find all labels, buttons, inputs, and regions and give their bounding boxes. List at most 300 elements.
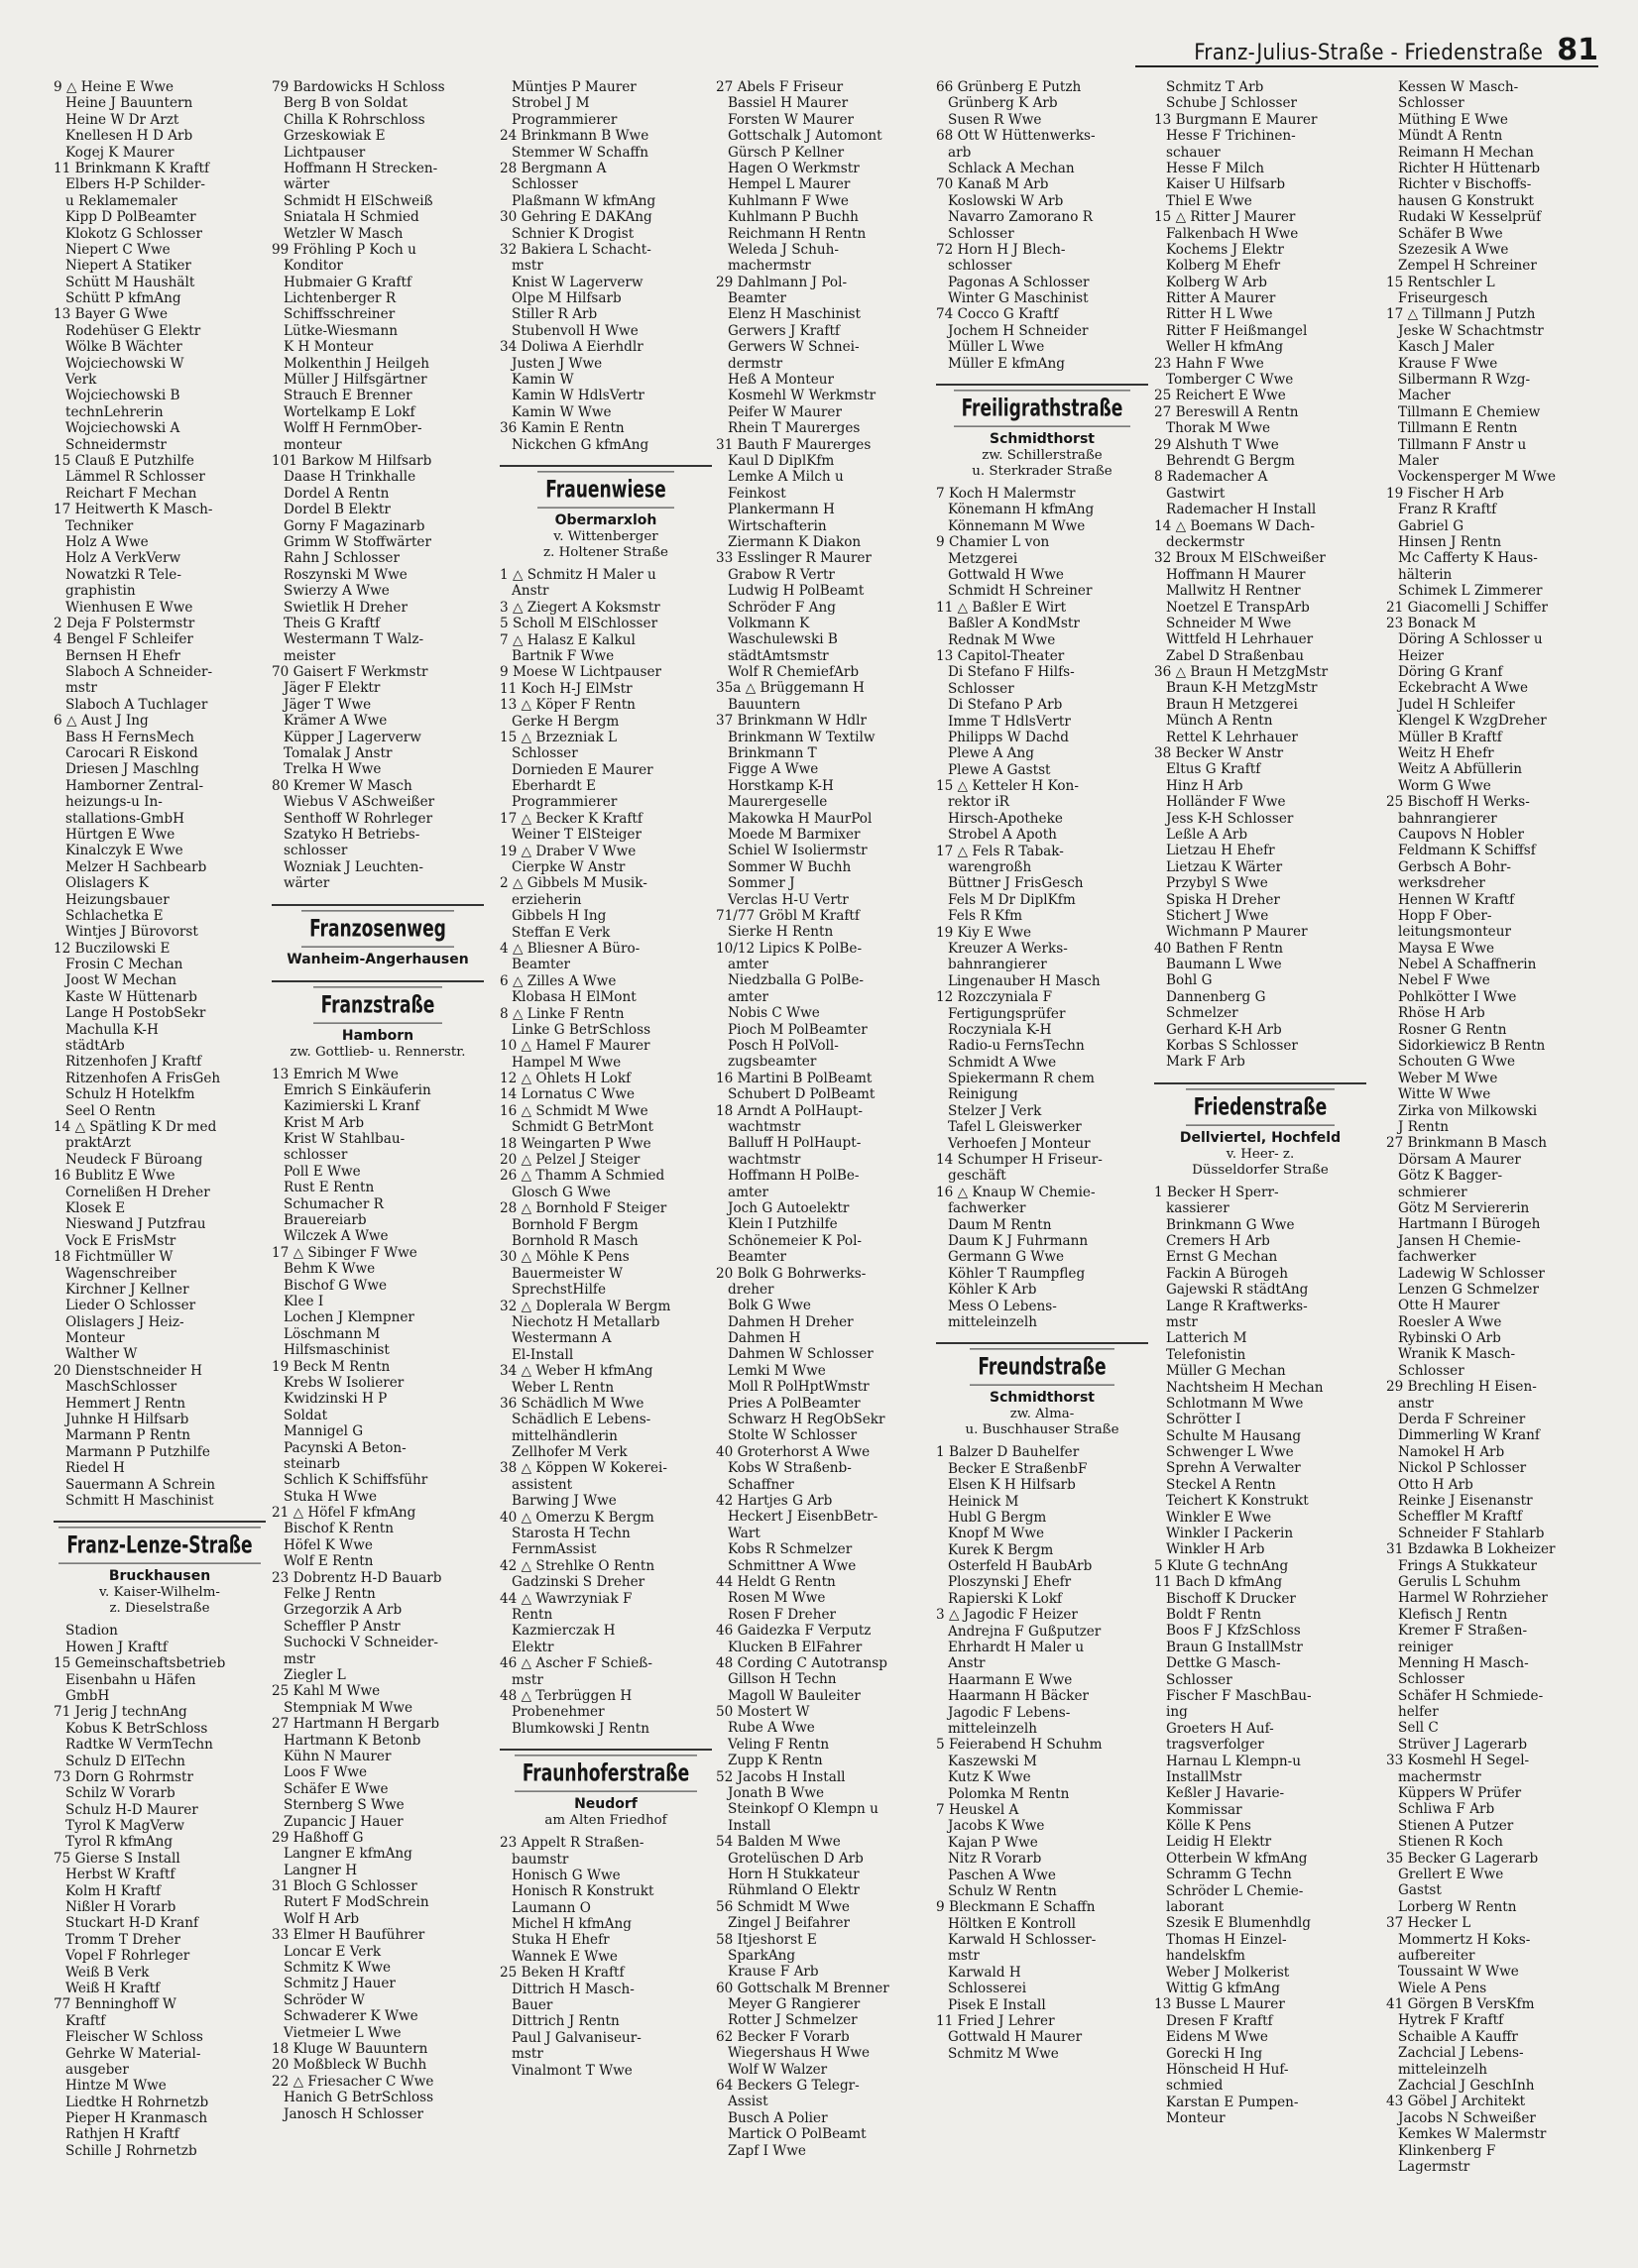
directory-entry-line: 64 Beckers G Telegr- xyxy=(716,2078,860,2095)
directory-entry-line: Müntjes P Maurer xyxy=(512,79,637,95)
directory-entry-line: Schnier K Drogist xyxy=(512,225,635,242)
directory-entry-line: Westermann A xyxy=(512,1330,612,1347)
directory-entry-line: 19 △ Draber V Wwe xyxy=(500,843,637,859)
directory-entry-line: Vietmeier L Wwe xyxy=(284,2024,402,2041)
directory-entry-line: 2 △ Gibbels M Musik- xyxy=(500,875,647,892)
directory-entry-line: 13 Bayer G Wwe xyxy=(54,306,169,323)
directory-entry-line: Nickchen G kfmAng xyxy=(512,436,649,453)
directory-entry-line: 11 Bach D kfmAng xyxy=(1154,1574,1283,1591)
directory-entry-line: Rybinski O Arb xyxy=(1398,1330,1501,1347)
directory-entry-line: Schmitz K Wwe xyxy=(284,1960,391,1977)
directory-entry-line: Karwald H Schlosser- xyxy=(948,1932,1097,1949)
directory-entry-line: Heckert J EisenbBetr- xyxy=(728,1509,878,1526)
directory-entry-line: Gillson H Techn xyxy=(728,1671,837,1688)
directory-entry-line: Veling F Rentn xyxy=(728,1736,830,1753)
directory-entry-line: meister xyxy=(284,647,336,664)
directory-entry-line: Pohlkötter I Wwe xyxy=(1398,988,1517,1005)
directory-entry-line: Wichmann P Maurer xyxy=(1166,924,1308,941)
directory-entry-line: 15 △ Brzezniak L xyxy=(500,729,618,745)
directory-entry-line: 17 △ Tillmann J Putzh xyxy=(1386,306,1536,323)
directory-entry-line: Schlosser xyxy=(1398,95,1464,112)
directory-entry-line: 56 Schmidt M Wwe xyxy=(716,1898,850,1915)
directory-entry-line: Cornelißen H Dreher xyxy=(65,1184,210,1200)
directory-entry-line: Caupovs N Hobler xyxy=(1398,826,1524,843)
directory-entry-line: 17 △ Sibinger F Wwe xyxy=(272,1244,417,1261)
directory-entry-line: Hartmann K Betonb xyxy=(284,1732,421,1749)
directory-entry-line: Zupp K Rentn xyxy=(728,1753,823,1769)
directory-entry-line: Niechotz H Metallarb xyxy=(512,1313,660,1330)
directory-entry-line: Bohl G xyxy=(1166,972,1213,989)
directory-entry-line: Kaszewski M xyxy=(948,1753,1037,1769)
directory-entry-line: Kolm H Kraftf xyxy=(65,1882,161,1899)
directory-entry-line: mstr xyxy=(1166,1313,1198,1330)
directory-entry-line: Gadzinski S Dreher xyxy=(512,1574,645,1591)
directory-entry-line: Schrötter I xyxy=(1166,1412,1241,1428)
directory-entry-line: Gibbels H Ing xyxy=(512,908,607,925)
directory-entry-line: fachwerker xyxy=(1398,1249,1476,1266)
directory-entry-line: Wojciechowski W xyxy=(65,355,184,372)
directory-entry-line: laborant xyxy=(1166,1899,1225,1916)
directory-entry-line: Mallwitz H Rentner xyxy=(1166,583,1301,600)
directory-entry-line: Hönscheid H Huf- xyxy=(1166,2061,1289,2078)
directory-entry-line: 8 △ Linke F Rentn xyxy=(500,1005,625,1022)
directory-entry-line: Honisch G Wwe xyxy=(512,1867,621,1883)
directory-entry-line: Schiffsschreiner xyxy=(284,306,396,323)
directory-entry-line: Krause F Arb xyxy=(728,1964,819,1981)
directory-entry-line: 33 Elmer H Bauführer xyxy=(272,1927,425,1944)
directory-entry-line: zugsbeamter xyxy=(728,1054,817,1071)
street-title: Franzstraße xyxy=(313,986,443,1024)
directory-entry-line: Soldat xyxy=(284,1407,328,1423)
street-extent: v. Kaiser-Wilhelm- xyxy=(99,1585,220,1601)
directory-entry-line: Nickol P Schlosser xyxy=(1398,1460,1527,1477)
directory-entry-line: Bauer xyxy=(512,1997,553,2014)
directory-entry-line: Gajewski R städtAng xyxy=(1166,1282,1309,1299)
directory-entry-line: Dannenberg G xyxy=(1166,988,1266,1005)
directory-entry-line: 80 Kremer W Masch xyxy=(272,777,412,794)
directory-entry-line: Zempel H Schreiner xyxy=(1398,258,1537,275)
directory-entry-line: 30 Gehring E DAKAng xyxy=(500,209,652,226)
street-extent: zw. Alma- xyxy=(1009,1407,1075,1422)
directory-entry-line: Kamin W HdlsVertr xyxy=(512,388,644,404)
header-rule xyxy=(1135,65,1598,67)
directory-entry-line: Reinke J Eisenanstr xyxy=(1398,1492,1533,1509)
directory-entry-line: Rhein T Maurerges xyxy=(728,420,861,437)
directory-entry-line: helfer xyxy=(1398,1704,1439,1721)
directory-entry-line: Sauermann A Schrein xyxy=(65,1476,216,1493)
directory-entry-line: Techniker xyxy=(65,517,134,534)
directory-entry-line: Reimann H Mechan xyxy=(1398,144,1534,161)
directory-entry-line: leitungsmonteur xyxy=(1398,924,1511,941)
directory-entry-line: 37 Brinkmann W Hdlr xyxy=(716,713,867,730)
directory-entry-line: Wiegershaus H Wwe xyxy=(728,2045,871,2062)
directory-entry-line: schlosser xyxy=(948,258,1012,275)
directory-entry-line: Gottwald H Wwe xyxy=(948,566,1064,583)
directory-entry-line: Hemmert J Rentn xyxy=(65,1395,186,1412)
directory-entry-line: Klengel K WzgDreher xyxy=(1398,713,1547,730)
directory-entry-line: Probenehmer xyxy=(512,1704,605,1721)
directory-entry-line: Dahmen W Schlosser xyxy=(728,1346,874,1363)
directory-entry-line: aufbereiter xyxy=(1398,1947,1475,1964)
directory-entry-line: Jess K-H Schlosser xyxy=(1166,810,1294,827)
directory-entry-line: Schube J Schlosser xyxy=(1166,95,1297,112)
directory-entry-line: 11 Fried J Lehrer xyxy=(936,2013,1055,2030)
directory-entry-line: 29 Haßhoff G xyxy=(272,1829,364,1846)
directory-entry-line: Schlosser xyxy=(948,680,1014,697)
directory-entry-line: Brauereiarb xyxy=(284,1212,367,1229)
directory-entry-line: Kipp D PolBeamter xyxy=(65,209,196,226)
directory-entry-line: 44 △ Wawrzyniak F xyxy=(500,1590,633,1607)
directory-entry-line: Stienen R Koch xyxy=(1398,1834,1503,1851)
directory-entry-line: Schönemeier K Pol- xyxy=(728,1232,863,1249)
directory-entry-line: Emrich S Einkäuferin xyxy=(284,1081,431,1098)
directory-entry-line: Anstr xyxy=(948,1655,986,1672)
directory-entry-line: Hamborner Zentral- xyxy=(65,777,204,794)
directory-entry-line: Worm G Wwe xyxy=(1398,777,1491,794)
directory-entry-line: 14 Schumper H Friseur- xyxy=(936,1152,1103,1169)
directory-entry-line: Grabow R Vertr xyxy=(728,566,835,583)
directory-entry-line: Müller L Wwe xyxy=(948,339,1045,356)
directory-entry-line: 1 Balzer D Bauhelfer xyxy=(936,1444,1080,1461)
directory-entry-line: Lietzau K Wärter xyxy=(1166,858,1283,875)
directory-entry-line: Brinkmann G Wwe xyxy=(1166,1216,1295,1233)
directory-entry-line: 42 Hartjes G Arb xyxy=(716,1492,833,1509)
directory-entry-line: Judel H Schleifer xyxy=(1398,696,1515,713)
directory-column-2 xyxy=(272,79,484,2122)
directory-entry-line: Leßle A Arb xyxy=(1166,826,1248,843)
directory-entry-line: Moll R PolHptWmstr xyxy=(728,1379,870,1396)
directory-entry-line: Magoll W Bauleiter xyxy=(728,1687,861,1704)
directory-entry-line: Schmitz M Wwe xyxy=(948,2045,1059,2062)
directory-entry-line: Münch A Rentn xyxy=(1166,713,1273,730)
directory-entry-line: 25 Reichert E Wwe xyxy=(1154,388,1286,404)
directory-entry-line: Rettel K Lehrhauer xyxy=(1166,729,1298,745)
directory-entry-line: 6 △ Aust J Ing xyxy=(54,713,149,730)
directory-entry-line: Wienhusen E Wwe xyxy=(65,599,193,616)
directory-entry-line: wachtmstr xyxy=(728,1119,801,1135)
directory-entry-line: Kemkes W Malermstr xyxy=(1398,2126,1547,2143)
directory-entry-line: Bischoff K Drucker xyxy=(1166,1590,1296,1607)
directory-entry-line: Schaible A Kauffr xyxy=(1398,2028,1518,2045)
street-title: Fraunhoferstraße xyxy=(515,1755,697,1792)
directory-entry-line: 27 Brinkmann B Masch xyxy=(1386,1135,1547,1152)
directory-entry-line: Michel H kfmAng xyxy=(512,1916,632,1933)
directory-entry-line: 23 Appelt R Straßen- xyxy=(500,1835,644,1852)
directory-entry-line: Marmann P Putzhilfe xyxy=(65,1443,210,1460)
directory-entry-line: Thorak M Wwe xyxy=(1166,420,1271,437)
directory-entry-line: 71/77 Gröbl M Kraftf xyxy=(716,907,860,924)
directory-entry-line: Lingenauber H Masch xyxy=(948,972,1101,989)
directory-entry-line: Reichmann H Rentn xyxy=(728,225,867,242)
directory-entry-line: Mannigel G xyxy=(284,1423,364,1440)
directory-entry-line: steinarb xyxy=(284,1455,340,1472)
directory-entry-line: Kajan P Wwe xyxy=(948,1834,1038,1851)
directory-entry-line: Tromm T Dreher xyxy=(65,1931,180,1948)
directory-entry-line: Kaul D DiplKfm xyxy=(728,452,835,469)
directory-entry-line: Schädlich E Lebens- xyxy=(512,1412,651,1428)
directory-entry-line: Programmierer xyxy=(512,794,618,811)
directory-entry-line: Monteur xyxy=(1166,2110,1226,2127)
directory-entry-line: Laumann O xyxy=(512,1899,591,1916)
directory-entry-line: Kolberg M Ehefr xyxy=(1166,258,1281,275)
directory-entry-line: Radtke W VermTechn xyxy=(65,1737,213,1754)
directory-entry-line: Sniatala H Schmied xyxy=(284,209,419,226)
directory-entry-line: Harmel W Rohrzieher xyxy=(1398,1590,1548,1607)
directory-entry-line: Bass H FernsMech xyxy=(65,729,194,745)
directory-entry-line: Schröder W xyxy=(284,1991,365,2008)
directory-entry-line: 23 Bonack M xyxy=(1386,615,1476,631)
directory-entry-line: schmierer xyxy=(1398,1184,1467,1200)
directory-entry-line: Busch A Polier xyxy=(728,2109,828,2126)
directory-entry-line: Baumann L Wwe xyxy=(1166,957,1282,973)
directory-entry-line: Gastwirt xyxy=(1166,485,1226,502)
directory-entry-line: Riedel H xyxy=(65,1460,125,1477)
directory-entry-line: deckermstr xyxy=(1166,533,1244,550)
directory-entry-line: 9 △ Heine E Wwe xyxy=(54,79,175,95)
directory-entry-line: Ladewig W Schlosser xyxy=(1398,1265,1545,1282)
directory-entry-line: Groeters H Auf- xyxy=(1166,1720,1274,1737)
directory-entry-line: Gerhard K-H Arb xyxy=(1166,1021,1282,1038)
directory-entry-line: Metzgerei xyxy=(948,550,1018,567)
directory-entry-line: Knist W Lagerverw xyxy=(512,274,644,290)
directory-entry-line: Heinick M xyxy=(948,1493,1019,1510)
directory-entry-line: Klinkenberg F xyxy=(1398,2142,1496,2159)
directory-entry-line: Klobasa H ElMont xyxy=(512,989,637,1006)
directory-entry-line: Olislagers K xyxy=(65,875,149,892)
directory-entry-line: 23 Hahn F Wwe xyxy=(1154,355,1264,372)
directory-entry-line: amter xyxy=(728,957,769,973)
directory-entry-line: Plankermann H xyxy=(728,502,835,518)
directory-entry-line: Langner H xyxy=(284,1862,358,1878)
directory-entry-line: 2 Deja F Polstermstr xyxy=(54,615,195,631)
directory-entry-line: Lange H PostobSekr xyxy=(65,1005,206,1022)
directory-entry-line: Kommissar xyxy=(1166,1801,1242,1818)
directory-entry-line: 20 Bolk G Bohrwerks- xyxy=(716,1265,867,1282)
directory-entry-line: Vopel F Rohrleger xyxy=(65,1948,190,1965)
directory-entry-line: Wolf W Walzer xyxy=(728,2061,828,2078)
directory-entry-line: Leidig H Elektr xyxy=(1166,1834,1272,1851)
directory-entry-line: Rodehüser G Elektr xyxy=(65,322,201,339)
directory-entry-line: Schlachetka E xyxy=(65,907,164,924)
directory-entry-line: Ludwig H PolBeamt xyxy=(728,583,865,600)
directory-entry-line: Gorecki H Ing xyxy=(1166,2045,1263,2062)
directory-entry-line: Weller H kfmAng xyxy=(1166,339,1284,356)
directory-entry-line: Osterfeld H BaubArb xyxy=(948,1558,1093,1575)
directory-entry-line: Schlotmann M Wwe xyxy=(1166,1395,1304,1412)
directory-entry-line: Kobus K BetrSchloss xyxy=(65,1720,208,1737)
directory-entry-line: Beamter xyxy=(728,290,787,307)
directory-entry-line: Seel O Rentn xyxy=(65,1102,156,1119)
directory-entry-line: Tyrol R kfmAng xyxy=(65,1834,174,1851)
directory-entry-line: Knopf M Wwe xyxy=(948,1526,1045,1542)
directory-entry-line: Keßler J Havarie- xyxy=(1166,1785,1285,1802)
directory-entry-line: Wolf R ChemiefArb xyxy=(728,664,860,681)
directory-entry-line: Hinsen J Rentn xyxy=(1398,533,1502,550)
directory-entry-line: Wranik K Masch- xyxy=(1398,1346,1516,1363)
directory-entry-line: 13 Busse L Maurer xyxy=(1154,1996,1285,2013)
directory-entry-line: wachtmstr xyxy=(728,1151,801,1168)
directory-entry-line: Lichtenberger R xyxy=(284,290,397,307)
directory-entry-line: Maurergeselle xyxy=(728,794,828,811)
directory-entry-line: 11 △ Baßler E Wirt xyxy=(936,599,1067,616)
directory-entry-line: Lieder O Schlosser xyxy=(65,1298,196,1314)
directory-entry-line: Gottwald H Maurer xyxy=(948,2029,1083,2046)
directory-entry-line: Dornieden E Maurer xyxy=(512,761,653,778)
directory-entry-line: Verclas H-U Vertr xyxy=(728,891,849,908)
directory-entry-line: Schneider F Stahlarb xyxy=(1398,1525,1545,1541)
directory-entry-line: 21 △ Höfel F kfmAng xyxy=(272,1505,416,1522)
directory-entry-line: Falkenbach H Wwe xyxy=(1166,225,1299,242)
directory-entry-line: Kaiser U Hilfsarb xyxy=(1166,176,1286,193)
directory-entry-line: 5 Scholl M ElSchlosser xyxy=(500,616,658,632)
directory-entry-line: 16 Martini B PolBeamt xyxy=(716,1070,873,1086)
directory-entry-line: Frosin C Mechan xyxy=(65,957,183,973)
directory-entry-line: Krause F Wwe xyxy=(1398,355,1498,372)
directory-entry-line: Nebel F Wwe xyxy=(1398,972,1490,989)
directory-entry-line: Sell C xyxy=(1398,1720,1439,1737)
directory-entry-line: Hoffmann H PolBe- xyxy=(728,1168,860,1185)
directory-entry-line: 71 Jerig J technAng xyxy=(54,1704,187,1721)
directory-entry-line: Schwenger L Wwe xyxy=(1166,1444,1294,1461)
directory-entry-line: bahnrangierer xyxy=(948,957,1047,973)
directory-entry-line: rektor iR xyxy=(948,794,1009,811)
directory-entry-line: 7 Koch H Malermstr xyxy=(936,486,1076,503)
directory-entry-line: 46 Gaidezka F Verputz xyxy=(716,1623,872,1640)
directory-entry-line: Heizungsbauer xyxy=(65,891,170,908)
directory-entry-line: Müller G Mechan xyxy=(1166,1363,1286,1380)
directory-entry-line: Schlosser xyxy=(1398,1362,1464,1379)
directory-entry-line: Slaboch A Schneider- xyxy=(65,664,213,681)
directory-entry-line: Moede M Barmixer xyxy=(728,826,861,843)
directory-entry-line: Nobis C Wwe xyxy=(728,1005,820,1022)
directory-entry-line: 18 Fichtmüller W xyxy=(54,1249,174,1266)
directory-entry-line: Pacynski A Beton- xyxy=(284,1439,407,1456)
directory-entry-line: Vock E FrisMstr xyxy=(65,1232,176,1249)
directory-entry-line: 14 △ Boemans W Dach- xyxy=(1154,517,1315,534)
directory-entry-line: Winter G Maschinist xyxy=(948,290,1089,307)
directory-entry-line: Rhöse H Arb xyxy=(1398,1005,1485,1022)
directory-entry-line: 99 Fröhling P Koch u xyxy=(272,241,416,258)
directory-entry-line: Spiska H Dreher xyxy=(1166,891,1280,908)
directory-entry-line: Fischer F MaschBau- xyxy=(1166,1687,1312,1704)
directory-entry-line: Stienen A Putzer xyxy=(1398,1817,1514,1834)
street-district: Obermarxloh xyxy=(554,511,657,528)
directory-entry-line: Holz A VerkVerw xyxy=(65,550,181,567)
directory-entry-line: 70 Gaisert F Werkmstr xyxy=(272,664,428,681)
directory-entry-line: Lietzau H Ehefr xyxy=(1166,843,1275,859)
directory-entry-line: Feinkost xyxy=(728,485,786,502)
directory-entry-line: Eckebracht A Wwe xyxy=(1398,680,1529,697)
directory-entry-line: 50 Mostert W xyxy=(716,1704,810,1721)
street-district: Schmidthorst xyxy=(990,1390,1095,1407)
directory-entry-line: Cierpke W Anstr xyxy=(512,859,626,876)
directory-entry-line: 19 Kiy E Wwe xyxy=(936,924,1032,941)
directory-entry-line: El-Install xyxy=(512,1346,574,1363)
directory-entry-line: Schlich K Schiffsführ xyxy=(284,1472,428,1489)
directory-entry-line: Volkmann K xyxy=(728,615,810,631)
directory-entry-line: amter xyxy=(728,988,769,1005)
directory-entry-line: Schaffner xyxy=(728,1476,794,1493)
directory-entry-line: Schramm G Techn xyxy=(1166,1867,1292,1883)
directory-entry-line: 33 Kosmehl H Segel- xyxy=(1386,1753,1530,1769)
directory-entry-line: Figge A Wwe xyxy=(728,761,819,778)
street-district: Hamborn xyxy=(341,1027,414,1044)
directory-entry-line: Braun H Metzgerei xyxy=(1166,696,1298,713)
directory-entry-line: Stiller R Arb xyxy=(512,306,598,323)
directory-entry-line: 73 Dorn G Rohrmstr xyxy=(54,1768,193,1785)
directory-entry-line: Fackin A Bürogeh xyxy=(1166,1265,1288,1282)
directory-entry-line: Mess O Lebens- xyxy=(948,1298,1057,1314)
directory-entry-line: Otto H Arb xyxy=(1398,1476,1473,1493)
directory-entry-line: schauer xyxy=(1166,144,1221,161)
directory-entry-line: Müller J Hilfsgärtner xyxy=(284,372,427,389)
directory-entry-line: 16 △ Schmidt M Wwe xyxy=(500,1102,648,1119)
directory-entry-line: Latterich M xyxy=(1166,1330,1247,1347)
directory-entry-line: fachwerker xyxy=(948,1200,1026,1217)
directory-entry-line: 4 Bengel F Schleifer xyxy=(54,631,193,648)
directory-entry-line: Dettke G Masch- xyxy=(1166,1655,1281,1672)
directory-entry-line: Bolk G Wwe xyxy=(728,1298,811,1314)
directory-entry-line: 15 △ Ritter J Maurer xyxy=(1154,209,1296,226)
directory-entry-line: Verk xyxy=(65,372,97,389)
directory-entry-line: Wolff H FernmOber- xyxy=(284,420,422,437)
directory-entry-line: Krist M Arb xyxy=(284,1114,365,1131)
directory-entry-line: Schmidt A Wwe xyxy=(948,1054,1057,1071)
directory-entry-line: Rust E Rentn xyxy=(284,1180,375,1196)
street-extent: u. Sterkrader Straße xyxy=(972,464,1112,480)
directory-column-3 xyxy=(500,79,712,2079)
directory-entry-line: Kölle K Pens xyxy=(1166,1818,1251,1835)
directory-entry-line: Schlosser xyxy=(512,745,578,762)
directory-entry-line: Ritzenhofen A FrisGeh xyxy=(65,1070,221,1086)
directory-entry-line: Beamter xyxy=(728,1249,787,1266)
directory-entry-line: 25 Beken H Kraftf xyxy=(500,1965,625,1982)
directory-entry-line: Poll E Wwe xyxy=(284,1163,361,1180)
directory-entry-line: Stuckart H-D Kranf xyxy=(65,1915,198,1932)
directory-entry-line: 9 Chamier L von xyxy=(936,534,1050,551)
directory-entry-line: Schille J Rohrnetzb xyxy=(65,2142,197,2159)
directory-entry-line: Dimmerling W Kranf xyxy=(1398,1427,1540,1444)
directory-entry-line: hausen G Konstrukt xyxy=(1398,192,1535,209)
directory-entry-line: Ritter H L Wwe xyxy=(1166,306,1273,323)
directory-entry-line: Sierke H Rentn xyxy=(728,924,834,941)
directory-entry-line: Otterbein W kfmAng xyxy=(1166,1850,1308,1867)
directory-entry-line: wärter xyxy=(284,875,330,892)
directory-entry-line: Rapierski K Lokf xyxy=(948,1590,1063,1607)
directory-entry-line: Weber J Molkerist xyxy=(1166,1964,1290,1981)
directory-entry-line: monteur xyxy=(284,436,342,453)
street-heading xyxy=(272,980,484,1061)
directory-entry-line: Lange R Kraftwerks- xyxy=(1166,1298,1308,1314)
directory-entry-line: 17 Heitwerth K Masch- xyxy=(54,502,213,518)
directory-entry-line: 13 Capitol-Theater xyxy=(936,647,1065,664)
directory-entry-line: Klee I xyxy=(284,1294,324,1309)
directory-entry-line: Karstan E Pumpen- xyxy=(1166,2094,1299,2110)
directory-entry-line: Plewe A Ang xyxy=(948,745,1034,762)
directory-entry-line: Driesen J Maschlng xyxy=(65,761,199,778)
directory-entry-line: Strobel J M xyxy=(512,95,590,112)
directory-entry-line: Machulla K-H xyxy=(65,1021,159,1038)
directory-entry-line: 25 Kahl M Wwe xyxy=(272,1683,381,1700)
directory-entry-line: Stempniak M Wwe xyxy=(284,1699,413,1716)
directory-entry-line: Hubl G Bergm xyxy=(948,1509,1047,1526)
directory-entry-line: 70 Kanaß M Arb xyxy=(936,176,1049,193)
directory-entry-line: Scheffler M Kraftf xyxy=(1398,1509,1523,1526)
directory-entry-line: Przybyl S Wwe xyxy=(1166,875,1268,892)
directory-entry-line: Loos F Wwe xyxy=(284,1764,368,1781)
directory-entry-line: Rahn J Schlosser xyxy=(284,550,400,567)
directory-entry-line: mittelhändlerin xyxy=(512,1427,618,1444)
